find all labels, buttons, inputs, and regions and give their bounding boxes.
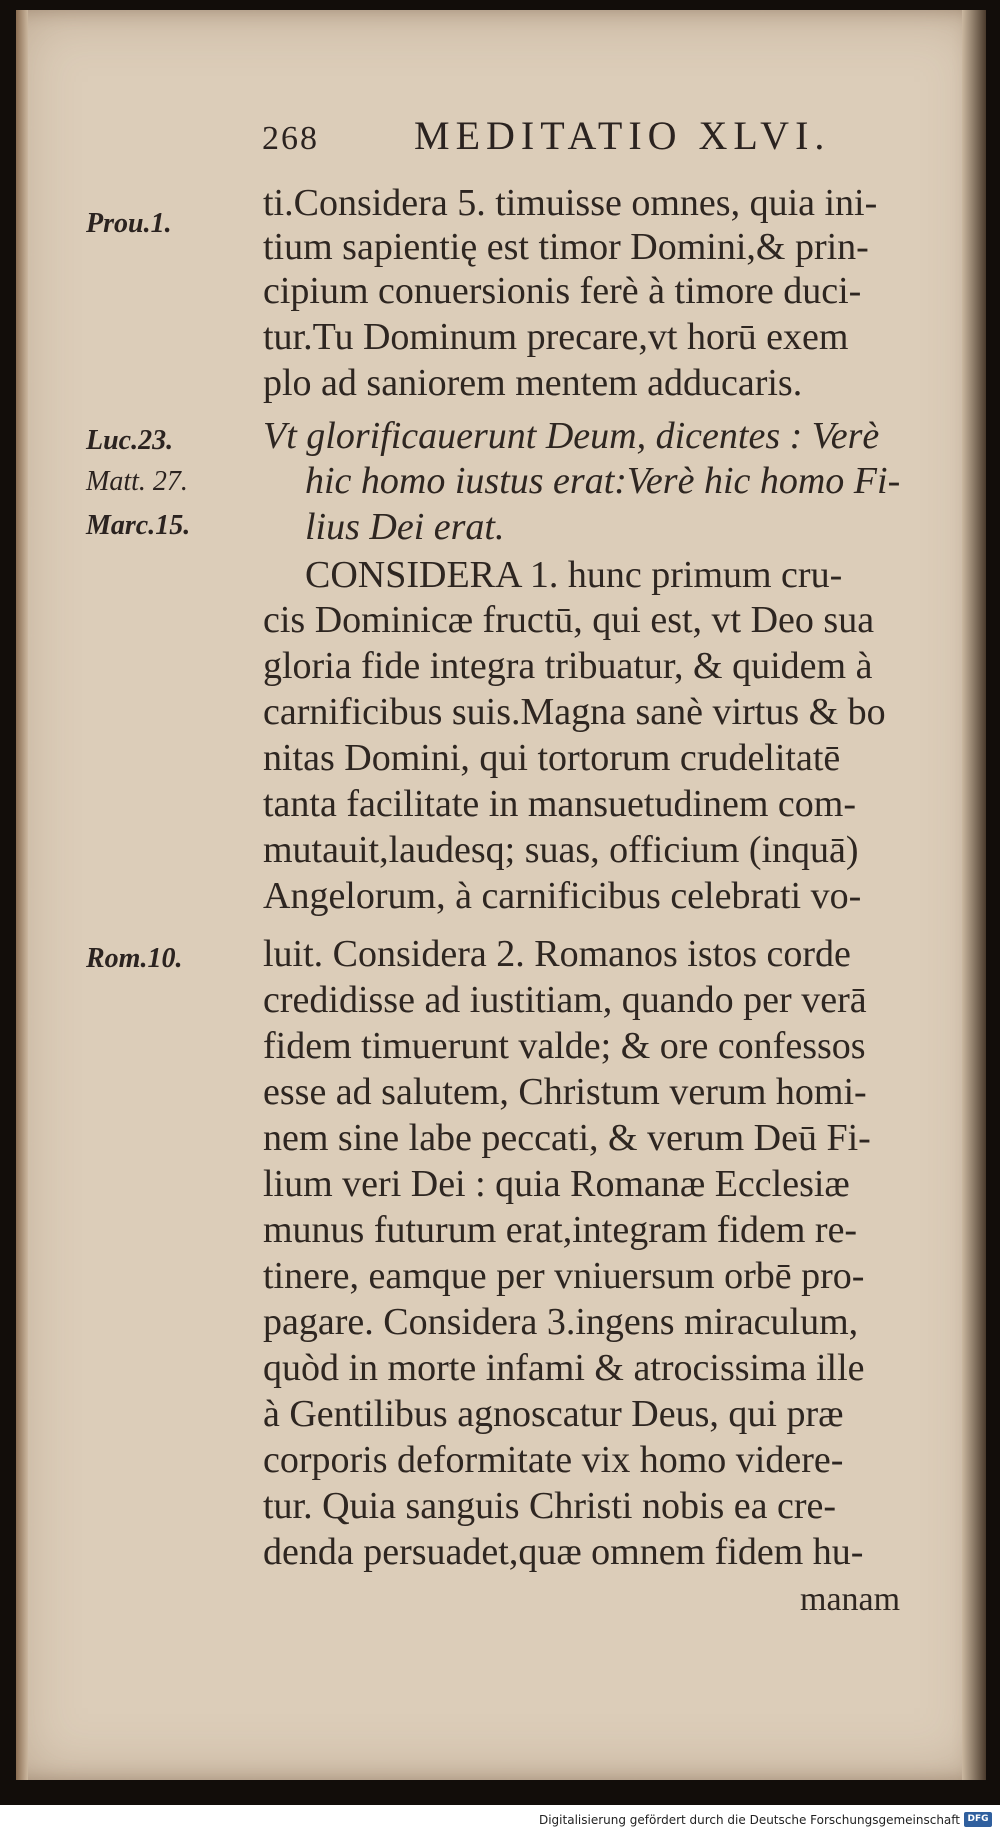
scripture-quote-line: lius Dei erat.: [305, 506, 505, 548]
margin-note-rom: Rom.10.: [86, 943, 183, 974]
text-line: fidem timuerunt valde; & ore confessos: [263, 1025, 866, 1067]
margin-note-prou: Prou.1.: [86, 208, 172, 239]
text-line: nem sine labe peccati, & verum Deū Fi-: [263, 1117, 871, 1159]
margin-note-matt: Matt. 27.: [86, 466, 188, 497]
text-line: quòd in morte infami & atrocissima ille: [263, 1347, 865, 1389]
text-line: munus futurum erat,integram fidem re-: [263, 1209, 858, 1251]
text-line: tium sapientię est timor Domini,& prin-: [263, 226, 869, 268]
text-line: Angelorum, à carnificibus celebrati vo-: [263, 875, 862, 917]
margin-note-luc: Luc.23.: [86, 425, 174, 456]
text-line: à Gentilibus agnoscatur Deus, qui præ: [263, 1393, 844, 1435]
text-line: cis Dominicæ fructū, qui est, vt Deo sua: [263, 599, 875, 641]
text-line: denda persuadet,quæ omnem fidem hu-: [263, 1531, 864, 1573]
text-line: mutauit,laudesq; suas, officium (inquā): [263, 829, 859, 871]
text-line: tanta facilitate in mansuetudinem com-: [263, 783, 857, 825]
text-line: pagare. Considera 3.ingens miraculum,: [263, 1301, 859, 1343]
text-line: tur.Tu Dominum precare,vt horū exem: [263, 316, 849, 358]
text-line: credidisse ad iustitiam, quando per verā: [263, 979, 867, 1021]
margin-note-marc: Marc.15.: [86, 510, 191, 541]
page-number: 268: [262, 120, 319, 157]
catchword: manam: [800, 1581, 901, 1618]
text-line: carnificibus suis.Magna sanè virtus & bo: [263, 691, 886, 733]
scripture-quote-line: Vt glorificauerunt Deum, dicentes : Verè: [263, 415, 880, 457]
digitization-credit: Digitalisierung gefördert durch die Deutsche Forschungsgemeinschaft: [538, 1813, 960, 1827]
text-line: tinere, eamque per vniuersum orbē pro-: [263, 1255, 865, 1297]
footer-bar: [0, 1805, 1000, 1834]
text-line: ti.Considera 5. timuisse omnes, quia ini-: [263, 182, 878, 224]
text-line-considera: CONSIDERA 1. hunc primum cru-: [305, 554, 843, 596]
running-title: MEDITATIO XLVI.: [414, 113, 831, 158]
text-line: plo ad saniorem mentem adducaris.: [263, 362, 803, 404]
scripture-quote-line: hic homo iustus erat:Verè hic homo Fi-: [305, 460, 901, 502]
text-line: nitas Domini, qui tortorum crudelitatē: [263, 737, 841, 779]
text-line: cipium conuersionis ferè à timore duci-: [263, 270, 862, 312]
page-header: [262, 112, 842, 168]
dfg-logo-icon: DFG: [964, 1812, 992, 1827]
text-line: esse ad salutem, Christum verum homi-: [263, 1071, 867, 1113]
page-right-edge: [962, 10, 986, 1780]
text-line: corporis deformitate vix homo videre-: [263, 1439, 844, 1481]
page-gutter-shadow: [16, 10, 28, 1780]
text-line: lium veri Dei : quia Romanæ Ecclesiæ: [263, 1163, 850, 1205]
text-line: gloria fide integra tribuatur, & quidem à: [263, 645, 873, 687]
text-line: luit. Considera 2. Romanos istos corde: [263, 933, 851, 975]
text-line: tur. Quia sanguis Christi nobis ea cre-: [263, 1485, 837, 1527]
